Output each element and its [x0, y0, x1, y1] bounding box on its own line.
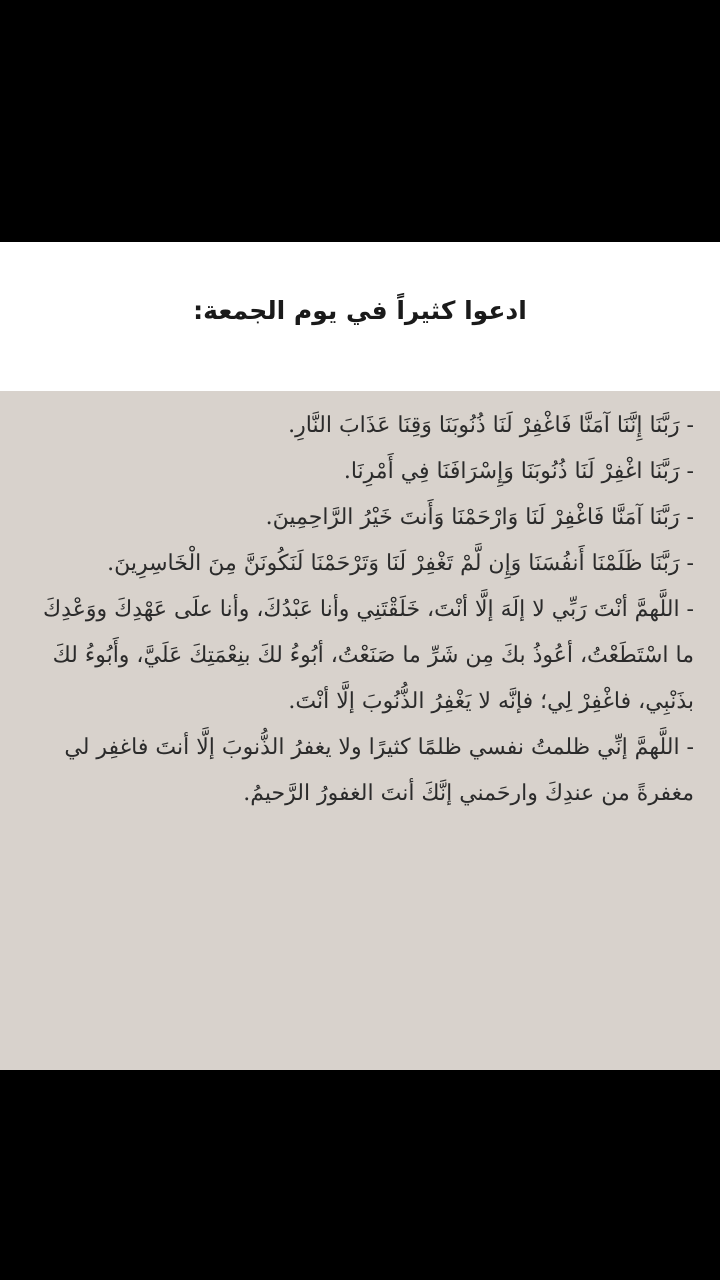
header-card	[0, 242, 720, 391]
dua-card	[0, 391, 720, 1070]
dua-list	[0, 391, 720, 817]
bottom-letterbox	[0, 1070, 720, 1280]
dua-item: - رَبَّنَا ظَلَمْنَا أَنفُسَنَا وَإِن لَّمْ تَغْفِرْ لَنَا وَتَرْحَمْنَا لَنَكُونَنَّ مِنَ الْخَاسِرِينَ.	[107, 551, 694, 576]
dua-item: - اللَّهمَّ أنْتَ رَبِّي لا إلَهَ إلَّا أنْتَ، خَلَقْتَنِي وأنا عَبْدُكَ، وأنا علَى عَهْدِكَ ووَعْدِكَ ما اسْتَطَعْتُ، أعُوذُ بكَ مِن شَرِّ ما صَنَعْتُ، أبُوءُ لكَ بنِعْمَتِكَ عَلَيَّ، وأَبُوءُ لكَ بذَنْبِي، فاغْفِرْ لِي؛ فإنَّه لا يَغْفِرُ الذُّنُوبَ إلَّا أنْتَ.	[43, 597, 694, 714]
dua-item: - رَبَّنَا آمَنَّا فَاغْفِرْ لَنَا وَارْحَمْنَا وَأَنتَ خَيْرُ الرَّاحِمِينَ.	[265, 505, 694, 530]
dua-item: - رَبَّنَا إِنَّنَا آمَنَّا فَاغْفِرْ لَنَا ذُنُوبَنَا وَقِنَا عَذَابَ النَّارِ.	[288, 413, 694, 438]
dua-item: - اللَّهمَّ إنِّي ظلمتُ نفسي ظلمًا كثيرًا ولا يغفرُ الذُّنوبَ إلَّا أنتَ فاغفِر لي مغفرةً من عندِكَ وارحَمني إنَّكَ أنتَ الغفورُ الرَّحيمُ.	[64, 735, 694, 806]
dua-item: - رَبَّنَا اغْفِرْ لَنَا ذُنُوبَنَا وَإِسْرَافَنَا فِي أَمْرِنَا.	[343, 459, 694, 484]
page-title: ادعوا كثيراً في يوم الجمعة:	[193, 296, 527, 325]
top-letterbox	[0, 0, 720, 242]
